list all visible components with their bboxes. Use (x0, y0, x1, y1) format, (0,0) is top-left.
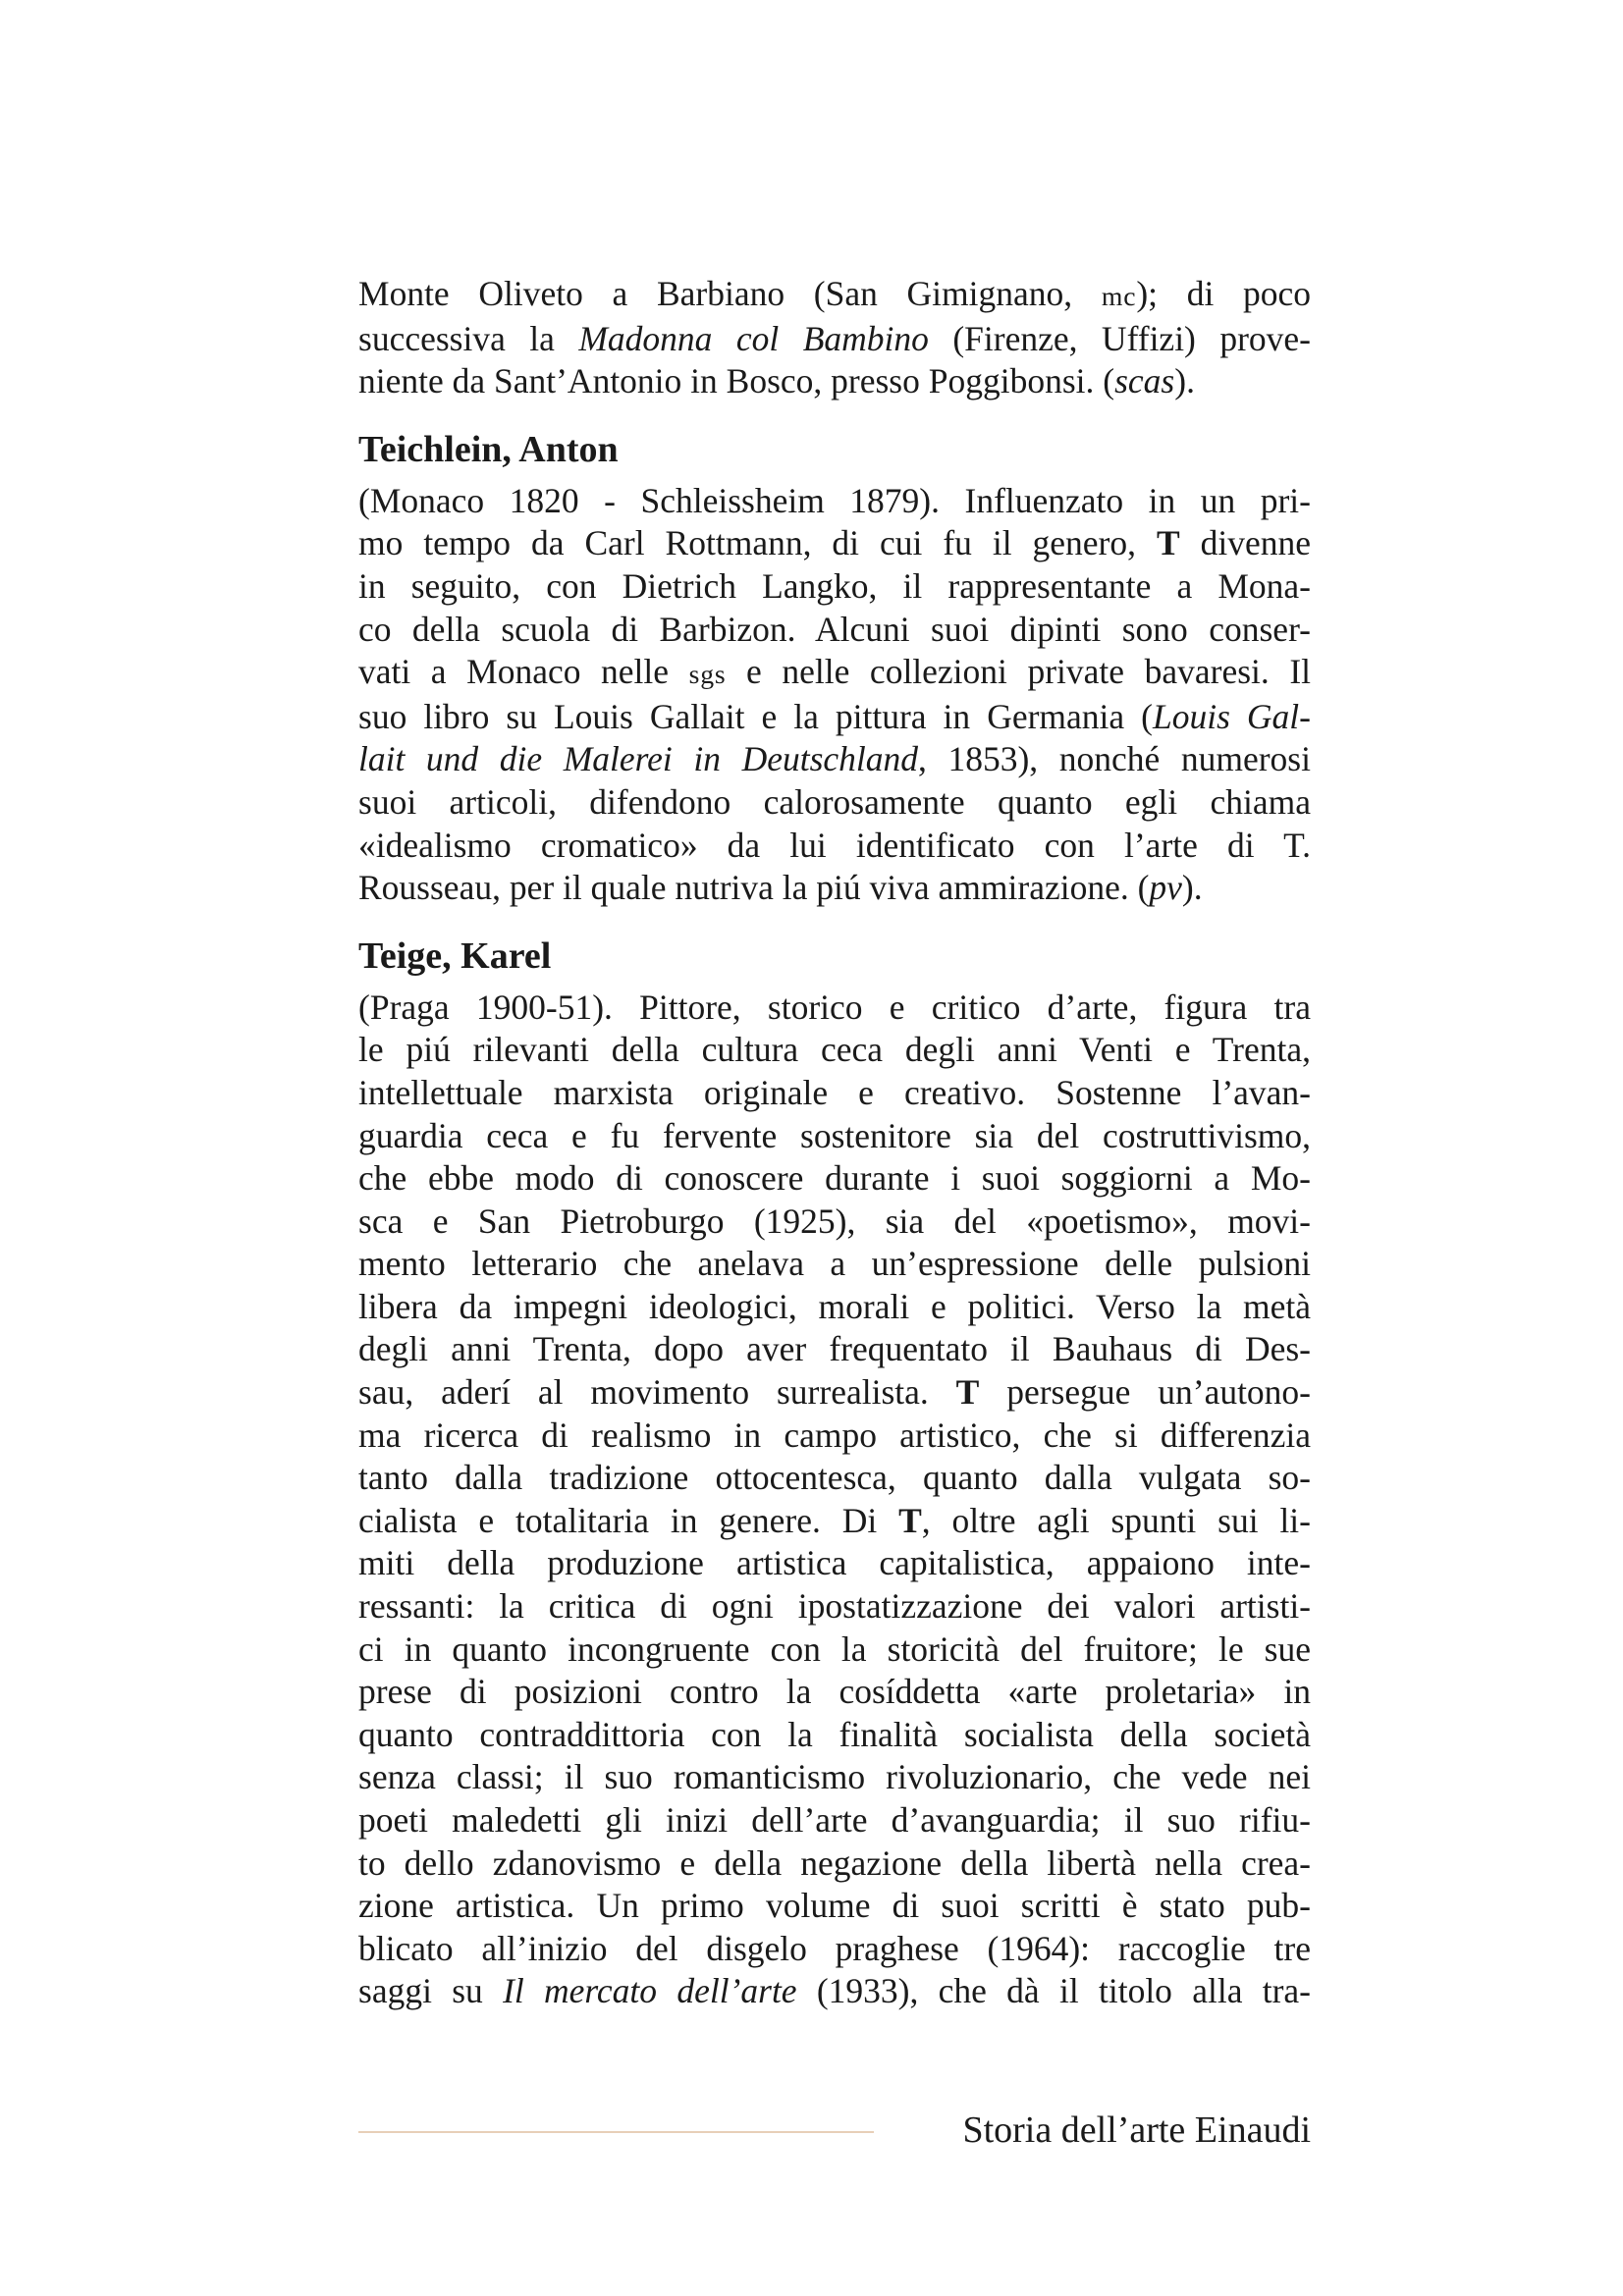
text-segment: pv (1149, 868, 1182, 908)
text-line (358, 565, 1311, 609)
text-segment: guardia ceca e fu fervente sostenitore sia del costruttivismo, (358, 1115, 1311, 1155)
text-line (358, 1714, 1311, 1757)
entry-continuation (358, 273, 1311, 403)
text-line (358, 738, 1311, 781)
text-segment: prese di posizioni contro la cosíddetta «arte proletaria» in (358, 1672, 1311, 1712)
text-segment: degli anni Trenta, dopo aver frequentato il Bauhaus di Des- (358, 1329, 1311, 1369)
text-line (358, 1629, 1311, 1672)
text-segment: ressanti: la critica di ogni ipostatizzazione dei valori artisti- (358, 1586, 1311, 1627)
text-segment: scas (1114, 361, 1175, 401)
text-segment: quanto contraddittoria con la finalità socialista della società (358, 1714, 1311, 1754)
text-segment: cialista e totalitaria in genere. Di (358, 1500, 899, 1540)
text-line (358, 1799, 1311, 1842)
text-line (358, 1842, 1311, 1886)
entry-heading: Teige, Karel (358, 934, 552, 977)
text-segment: Monte Oliveto a Barbiano (San Gimignano, (358, 274, 1102, 313)
text-line (358, 1970, 1311, 2013)
text-line (358, 1457, 1311, 1500)
text-line (358, 1157, 1311, 1201)
text-line (358, 1542, 1311, 1585)
text-segment: (Monaco 1820 - Schleissheim 1879). Influenzato in un pri- (358, 480, 1311, 520)
text-segment: ci in quanto incongruente con la storicità del fruitore; le sue (358, 1629, 1311, 1669)
text-segment: divenne (1179, 523, 1311, 563)
text-segment: , 1853), nonché numerosi (918, 739, 1311, 779)
text-segment: Louis Gal- (1152, 696, 1311, 736)
text-column (358, 273, 1311, 2013)
text-line (358, 273, 1311, 318)
text-segment: mc (1101, 281, 1137, 311)
text-line (358, 318, 1311, 361)
text-line (358, 1928, 1311, 1971)
text-segment: ). (1181, 868, 1203, 908)
text-segment: e nelle collezioni private bavaresi. Il (726, 652, 1312, 692)
text-line (358, 609, 1311, 652)
text-segment: persegue un’autono- (979, 1372, 1312, 1413)
text-line (358, 825, 1311, 868)
text-line (358, 1328, 1311, 1371)
text-line (358, 1201, 1311, 1244)
text-segment: Rousseau, per il quale nutriva la piú viva ammirazione. ( (358, 868, 1150, 908)
text-line (358, 1585, 1311, 1629)
text-line (358, 1885, 1311, 1928)
text-segment: in seguito, con Dietrich Langko, il rappresentante a Mona- (358, 565, 1311, 606)
text-line (358, 781, 1311, 825)
text-segment: che ebbe modo di conoscere durante i suoi soggiorni a Mo- (358, 1158, 1311, 1199)
entry-body (358, 987, 1311, 2013)
text-segment: co della scuola di Barbizon. Alcuni suoi dipinti sono conser- (358, 609, 1311, 649)
text-segment: ). (1174, 361, 1195, 401)
footer-title: Storia dell’arte Einaudi (962, 2109, 1311, 2151)
text-segment: poeti maledetti gli inizi dell’arte d’avanguardia; il suo rifiu- (358, 1800, 1311, 1840)
entry-body (358, 480, 1311, 910)
text-segment: tanto dalla tradizione ottocentesca, quanto dalla vulgata so- (358, 1458, 1311, 1498)
entry-heading: Teichlein, Anton (358, 428, 619, 470)
text-line (358, 522, 1311, 565)
text-line (358, 1756, 1311, 1799)
text-line (358, 1286, 1311, 1329)
text-segment: le piú rilevanti della cultura ceca degli anni Venti e Trenta, (358, 1030, 1311, 1070)
text-segment: T (955, 1372, 980, 1413)
text-segment: blicato all’inizio del disgelo praghese (1964): raccoglie tre (358, 1928, 1311, 1968)
text-segment: Il mercato dell’arte (503, 1971, 797, 2011)
text-segment: T (898, 1500, 922, 1540)
text-line (358, 1115, 1311, 1158)
text-line (358, 1671, 1311, 1714)
text-segment: miti della produzione artistica capitalistica, appaiono inte- (358, 1543, 1311, 1583)
text-line (358, 1371, 1311, 1415)
text-line (358, 360, 1311, 403)
footer-rule (358, 2131, 874, 2133)
text-line (358, 1072, 1311, 1115)
text-segment: vati a Monaco nelle (358, 652, 689, 692)
text-line (358, 867, 1311, 910)
text-segment: niente da Sant’Antonio in Bosco, presso Poggibonsi. ( (358, 361, 1115, 401)
text-segment: sgs (688, 659, 727, 690)
text-segment: lait und die Malerei in Deutschland (358, 739, 919, 779)
text-segment: mento letterario che anelava a un’espressione delle pulsioni (358, 1244, 1311, 1284)
text-segment: zione artistica. Un primo volume di suoi scritti è stato pub- (358, 1886, 1311, 1926)
text-segment: T (1156, 523, 1180, 563)
text-segment: ma ricerca di realismo in campo artistico, che si differenzia (358, 1415, 1311, 1455)
text-segment: ); di poco (1136, 274, 1311, 313)
text-segment: Madonna col Bambino (578, 318, 929, 358)
text-segment: suo libro su Louis Gallait e la pittura in Germania ( (358, 696, 1153, 736)
text-line (358, 987, 1311, 1030)
text-line (358, 1029, 1311, 1072)
text-segment: (Firenze, Uffizi) prove- (928, 318, 1311, 358)
text-segment: , oltre agli spunti sui li- (921, 1500, 1311, 1540)
text-segment: mo tempo da Carl Rottmann, di cui fu il genero, (358, 523, 1157, 563)
text-line (358, 1243, 1311, 1286)
text-segment: to dello zdanovismo e della negazione della libertà nella crea- (358, 1842, 1311, 1883)
text-line (358, 651, 1311, 696)
text-segment: (1933), che dà il titolo alla tra- (796, 1971, 1311, 2011)
text-segment: suoi articoli, difendono calorosamente quanto egli chiama (358, 781, 1311, 822)
text-segment: saggi su (358, 1971, 504, 2011)
text-segment: intellettuale marxista originale e creativo. Sostenne l’avan- (358, 1072, 1311, 1112)
text-segment: sca e San Pietroburgo (1925), sia del «poetismo», movi- (358, 1201, 1311, 1241)
text-line (358, 1500, 1311, 1543)
text-segment: libera da impegni ideologici, morali e politici. Verso la metà (358, 1286, 1311, 1326)
text-line (358, 696, 1311, 739)
text-segment: (Praga 1900-51). Pittore, storico e critico d’arte, figura tra (358, 987, 1311, 1027)
text-line (358, 480, 1311, 523)
text-segment: sau, aderí al movimento surrealista. (358, 1372, 956, 1413)
text-segment: successiva la (358, 318, 579, 358)
text-line (358, 1415, 1311, 1458)
text-segment: «idealismo cromatico» da lui identificato con l’arte di T. (358, 825, 1311, 865)
text-segment: senza classi; il suo romanticismo rivoluzionario, che vede nei (358, 1757, 1311, 1797)
